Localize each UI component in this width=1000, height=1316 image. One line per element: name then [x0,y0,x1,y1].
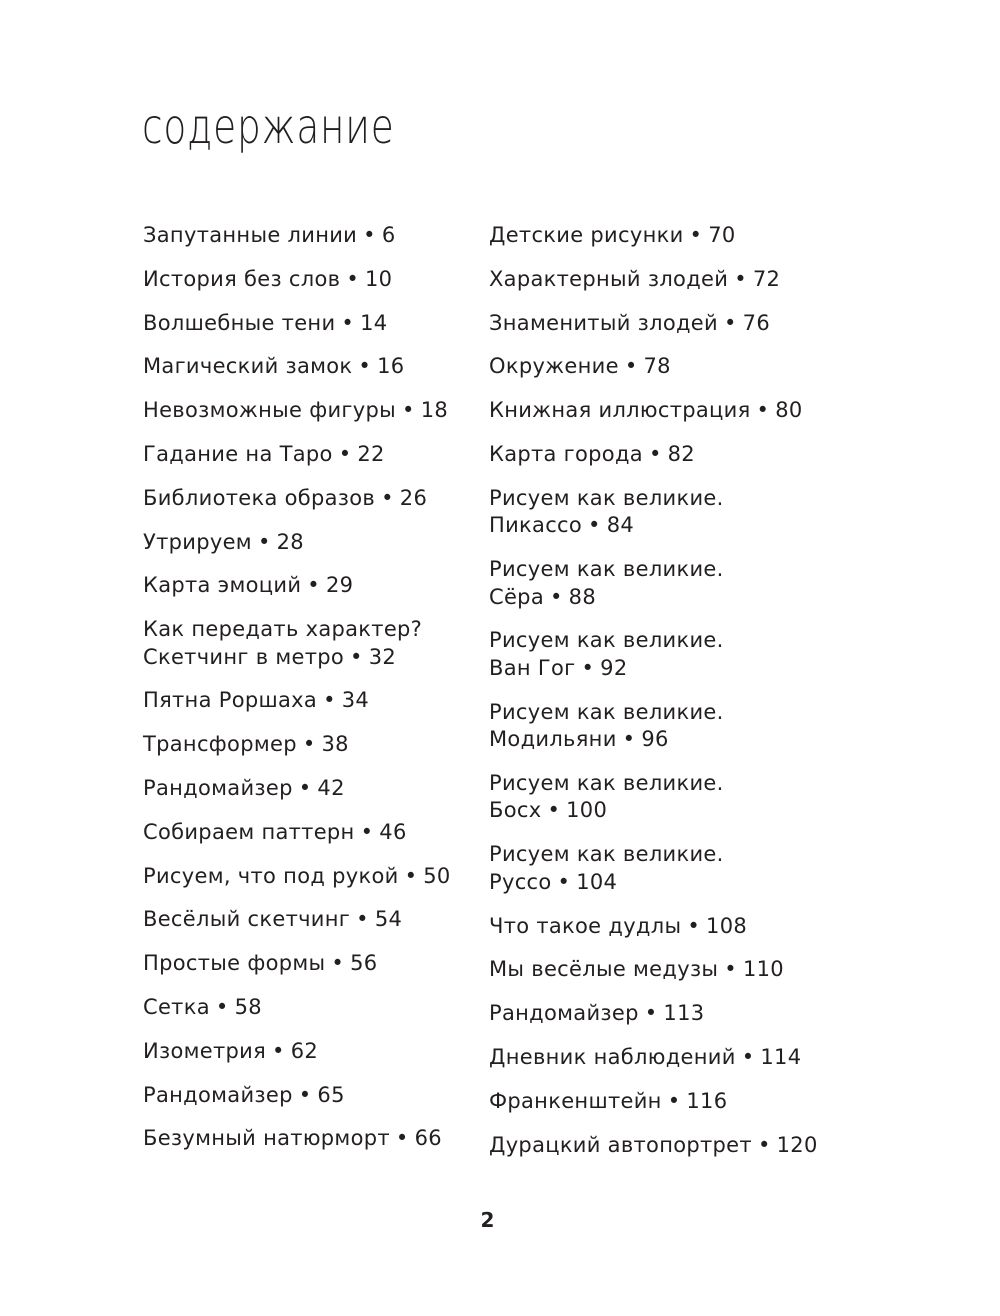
bullet-separator: • [588,513,601,538]
toc-entry[interactable] [489,1088,869,1116]
bullet-separator: • [549,584,563,609]
toc-entry-page: 38 [321,732,349,757]
toc-entry-title: Окружение [489,354,619,379]
bullet-separator: • [346,266,360,291]
toc-entry-title: Сёра [489,584,544,609]
toc-entry[interactable] [489,841,869,896]
toc-right-column [489,222,869,1175]
toc-entry-page: 110 [742,957,784,982]
bullet-separator: • [757,1132,771,1157]
toc-entry[interactable] [143,819,483,847]
toc-entry[interactable] [489,627,869,682]
bullet-separator: • [395,1126,409,1151]
toc-entry-page: 70 [708,223,736,247]
page-title: содержание [142,99,395,155]
bullet-separator: • [689,223,703,247]
toc-entry-page: 96 [641,727,669,752]
toc-entry[interactable] [489,485,869,540]
toc-entry-page: 116 [686,1088,728,1113]
toc-entry[interactable] [143,731,483,759]
toc-entry-title: Франкенштейн [489,1088,662,1113]
toc-entry-page: 18 [420,398,449,423]
toc-entry-page: 10 [365,266,393,291]
bullet-separator: • [215,995,229,1020]
toc-entry[interactable] [489,353,869,381]
toc-entry[interactable] [143,485,483,513]
toc-entry-page: 62 [290,1038,319,1063]
toc-entry-title: Сетка [143,995,210,1020]
toc-entry-title-line1: Рисуем как великие. [489,485,724,510]
bullet-separator: • [350,644,363,669]
toc-entry[interactable] [143,572,483,600]
toc-entry-page: 65 [317,1082,345,1107]
toc-entry[interactable] [143,353,483,381]
toc-entry[interactable] [489,441,869,469]
bullet-separator: • [648,441,662,466]
bullet-separator: • [756,398,770,423]
bullet-separator: • [323,688,336,713]
toc-entry-title-line1: Рисуем как великие. [489,842,724,867]
toc-entry-page: 104 [576,869,618,894]
toc-entry-page: 50 [423,863,451,888]
toc-entry-title-line1: Рисуем как великие. [489,770,724,795]
toc-entry-title: Модильяни [489,727,617,752]
bullet-separator: • [724,957,737,982]
toc-entry-page: 92 [600,655,628,680]
toc-entry[interactable] [143,266,483,294]
toc-entry-page: 14 [360,310,388,335]
bullet-separator: • [667,1088,681,1113]
toc-entry[interactable] [489,222,869,250]
toc-entry-title: Дневник наблюдений [489,1044,736,1069]
toc-entry-title: Безумный натюрморт [143,1126,390,1151]
toc-entry-title: Магический замок [143,354,353,379]
toc-entry-page: 58 [234,995,262,1020]
bullet-separator: • [356,907,369,932]
toc-entry-title: Собираем паттерн [143,819,355,844]
toc-entry[interactable] [489,310,869,338]
toc-entry-page: 84 [606,513,635,538]
toc-entry-title: Мы весёлые медузы [489,957,719,982]
toc-entry-title-line1: Рисуем как великие. [489,557,724,582]
toc-entry-page: 80 [775,398,803,423]
toc-entry-title: Рандомайзер [143,1082,293,1107]
toc-entry-title: Пятна Роршаха [143,688,318,713]
toc-entry-page: 54 [374,907,403,932]
bullet-separator: • [404,863,418,888]
toc-entry-title: Руссо [489,869,552,894]
toc-entry-page: 56 [350,951,378,976]
toc-entry-page: 42 [317,776,345,801]
toc-entry[interactable] [489,699,869,754]
toc-entry[interactable] [489,770,869,825]
toc-entry-page: 78 [643,354,671,379]
bullet-separator: • [381,485,394,510]
toc-entry-page: 32 [368,644,397,669]
toc-entry-title: Детские рисунки [489,223,684,247]
toc-entry[interactable] [143,310,483,338]
toc-left-column [143,222,483,1169]
toc-entry-title: Карта города [489,441,643,466]
toc-entry-title: Рандомайзер [143,776,293,801]
bullet-separator: • [257,529,271,554]
toc-entry[interactable] [143,441,483,469]
toc-entry[interactable] [143,950,483,978]
bullet-separator: • [624,354,638,379]
toc-entry[interactable] [489,1132,869,1160]
bullet-separator: • [360,819,374,844]
toc-entry-page: 34 [341,688,370,713]
toc-entry-title: Характерный злодей [489,266,729,291]
toc-entry-title: Рандомайзер [489,1001,639,1026]
toc-entry-page: 76 [742,310,770,335]
bullet-separator: • [298,776,312,801]
toc-entry-page: 16 [377,354,405,379]
toc-entry[interactable] [489,1044,869,1072]
toc-entry-title: Что такое дудлы [489,913,682,938]
toc-entry-title: Простые формы [143,951,326,976]
toc-entry-title-line1: Рисуем как великие. [489,699,724,724]
toc-entry-page: 114 [760,1044,802,1069]
page-number: 2 [480,1208,495,1232]
toc-entry-page: 100 [566,798,608,823]
toc-entry-title-line1: Как передать характер? [143,617,423,642]
toc-entry-page: 72 [752,266,781,291]
toc-entry[interactable] [143,616,483,671]
bullet-separator: • [298,1082,312,1107]
toc-entry[interactable] [143,397,483,425]
toc-entry-title: Весёлый скетчинг [143,907,351,932]
toc-entry[interactable] [143,863,483,891]
toc-entry-page: 66 [414,1126,442,1151]
toc-entry-title: Гадание на Таро [143,441,333,466]
toc-entry[interactable] [143,529,483,557]
bullet-separator: • [402,398,415,423]
bullet-separator: • [331,951,345,976]
toc-entry[interactable] [143,1038,483,1066]
bullet-separator: • [272,1038,285,1063]
toc-entry[interactable] [489,956,869,984]
toc-entry-title: История без слов [143,266,341,291]
toc-entry[interactable] [489,913,869,941]
toc-entry-page: 113 [663,1001,705,1026]
toc-entry-title: Босх [489,798,542,823]
toc-entry[interactable] [489,266,869,294]
toc-entry-title: Дурацкий автопортрет [489,1132,752,1157]
toc-entry-page: 28 [276,529,304,554]
toc-entry[interactable] [143,222,483,250]
bullet-separator: • [307,573,320,598]
toc-entry-title: Изометрия [143,1038,267,1063]
toc-entry[interactable] [489,556,869,611]
bullet-separator: • [734,266,747,291]
bullet-separator: • [723,310,737,335]
bullet-separator: • [644,1001,658,1026]
bullet-separator: • [622,727,636,752]
toc-entry-title: Знаменитый злодей [489,310,718,335]
toc-entry-page: 6 [381,223,396,247]
toc-entry-title: Невозможные фигуры [143,398,396,423]
bullet-separator: • [741,1044,755,1069]
bullet-separator: • [358,354,372,379]
bullet-separator: • [557,869,571,894]
toc-entry[interactable] [143,1082,483,1110]
toc-entry[interactable] [143,994,483,1022]
toc-entry[interactable] [143,775,483,803]
toc-entry-title: Скетчинг в метро [143,644,345,669]
toc-entry-page: 120 [776,1132,818,1157]
toc-entry-title: Волшебные тени [143,310,336,335]
toc-entry-title: Библиотека образов [143,485,376,510]
bullet-separator: • [338,441,352,466]
toc-entry[interactable] [489,1000,869,1028]
toc-entry-page: 46 [379,819,407,844]
toc-entry-page: 82 [667,441,695,466]
bullet-separator: • [302,732,316,757]
toc-entry-page: 26 [399,485,428,510]
toc-entry[interactable] [143,1125,483,1153]
toc-entry-title: Карта эмоций [143,573,302,598]
toc-entry-title: Книжная иллюстрация [489,398,751,423]
bullet-separator: • [581,655,595,680]
toc-entry-page: 108 [706,913,748,938]
toc-entry-title: Трансформер [143,732,297,757]
toc-entry-title: Утрируем [143,529,252,554]
toc-entry[interactable] [143,906,483,934]
toc-entry-title: Пикассо [489,513,583,538]
toc-entry-title: Ван Гог [489,655,576,680]
bullet-separator: • [687,913,701,938]
bullet-separator: • [341,310,355,335]
toc-entry[interactable] [489,397,869,425]
bullet-separator: • [547,798,561,823]
toc-entry-page: 29 [325,573,354,598]
toc-entry-title: Запутанные линии [143,223,358,247]
toc-entry-page: 22 [357,441,385,466]
toc-entry-title-line1: Рисуем как великие. [489,628,724,653]
toc-entry-title: Рисуем, что под рукой [143,863,399,888]
bullet-separator: • [363,223,376,247]
toc-entry-page: 88 [568,584,596,609]
toc-entry[interactable] [143,687,483,715]
